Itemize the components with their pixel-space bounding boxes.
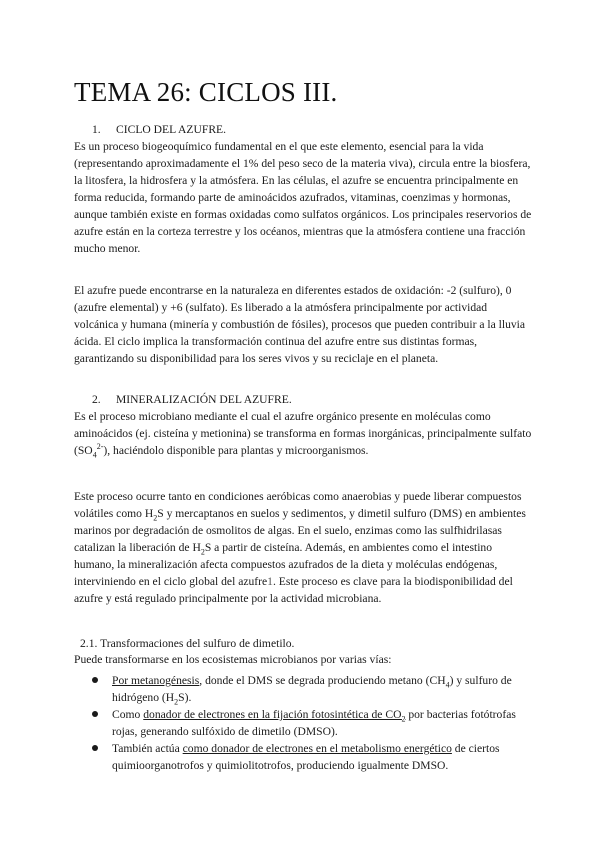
subsection21-heading: 2.1. Transformaciones del sulfuro de dimetilo. — [80, 637, 295, 650]
section2-paragraph1: Es el proceso microbiano mediante el cual el azufre orgánico presente en moléculas como aminoácidos (ej. cisteína y metionina) se transforma en formas inorgánicas, principalmente sulfato $(SO_4^{2-})$, haciéndolo disponible para plantas y microorganismos. — [74, 410, 532, 460]
footnote-reference: 1 — [267, 575, 273, 588]
section1-paragraph2: El azufre puede encontrarse en la naturaleza en diferentes estados de oxidación: -2 (sulfuro), 0 (azufre elemental) y +6 (sulfato). Es liberado a la atmósfera principalmente por actividad volcánica y humana (minería y combustión de fósiles), procesos que pueden contribuir a la lluvia ácida. El ciclo implica la transformación continua del azufre entre sus distintas formas, garantizando su disponibilidad para los seres vivos y su reciclaje en el planeta. — [74, 284, 526, 365]
dms-pathways-list — [74, 672, 544, 774]
list-item: También actúa como donador de electrones en el metabolismo energético de ciertos quimioorganotrofos y quimiolitotrofos, produciendo igualmente DMSO. — [74, 740, 544, 774]
section2-title: MINERALIZACIÓN DEL AZUFRE. — [116, 393, 292, 406]
section1-number: 1. — [92, 123, 101, 136]
section2-number: 2. — [92, 393, 101, 406]
section1-paragraph1: Es un proceso biogeoquímico fundamental en el que este elemento, esencial para la vida (representando aproximadamente el 1% del peso seco de la materia viva), circula entre la biosfera, la litosfera, la hidrosfera y la atmósfera. En las células, el azufre se encuentra principalmente en forma reducida, formando parte de aminoácidos azufrados, vitaminas, coenzimas y hormonas, aunque también existe en formas oxidadas como sulfatos orgánicos. Los principales reservorios de azufre están en la corteza terrestre y los océanos, mientras que la atmósfera contiene una fracción mucho menor. — [74, 140, 532, 255]
subsection21-intro: Puede transformarse en los ecosistemas microbianos por varias vías: — [74, 653, 392, 666]
bullet-icon — [92, 677, 98, 683]
section2-paragraph2: Este proceso ocurre tanto en condiciones aeróbicas como anaerobias y puede liberar compuestos volátiles como $H_2S$ y mercaptanos en suelos y sedimentos, y dimetil sulfuro (DMS) en ambientes marinos por degradación de osmolitos de algas. En el suelo, enzimas como las sulfhidrilasas catalizan la liberación de $H_2S$ a partir de cisteína. Además, en ambientes como el intestino humano, la mineralización afecta compuestos azufrados de la dieta y moléculas endógenas, interviniendo en el ciclo global del azufre1. Este proceso es clave para la biodisponibilidad del azufre y está regulado principalmente por la actividad microbiana. — [74, 490, 526, 605]
section1-title: CICLO DEL AZUFRE. — [116, 123, 227, 136]
section2-heading — [92, 391, 292, 408]
bullet-icon — [92, 711, 98, 717]
bullet-icon — [92, 745, 98, 751]
list-item: Como donador de electrones en la fijación fotosintética de $CO_2$ por bacterias fotótrofas rojas, generando sulfóxido de dimetilo (DMSO). — [74, 706, 544, 740]
page-title: TEMA 26: CICLOS III. — [74, 77, 338, 107]
list-item: Por metanogénesis, donde el DMS se degrada produciendo metano $(CH_4)$ y sulfuro de hidrógeno $(H_2S)$. — [74, 672, 544, 706]
section1-heading — [92, 121, 226, 138]
